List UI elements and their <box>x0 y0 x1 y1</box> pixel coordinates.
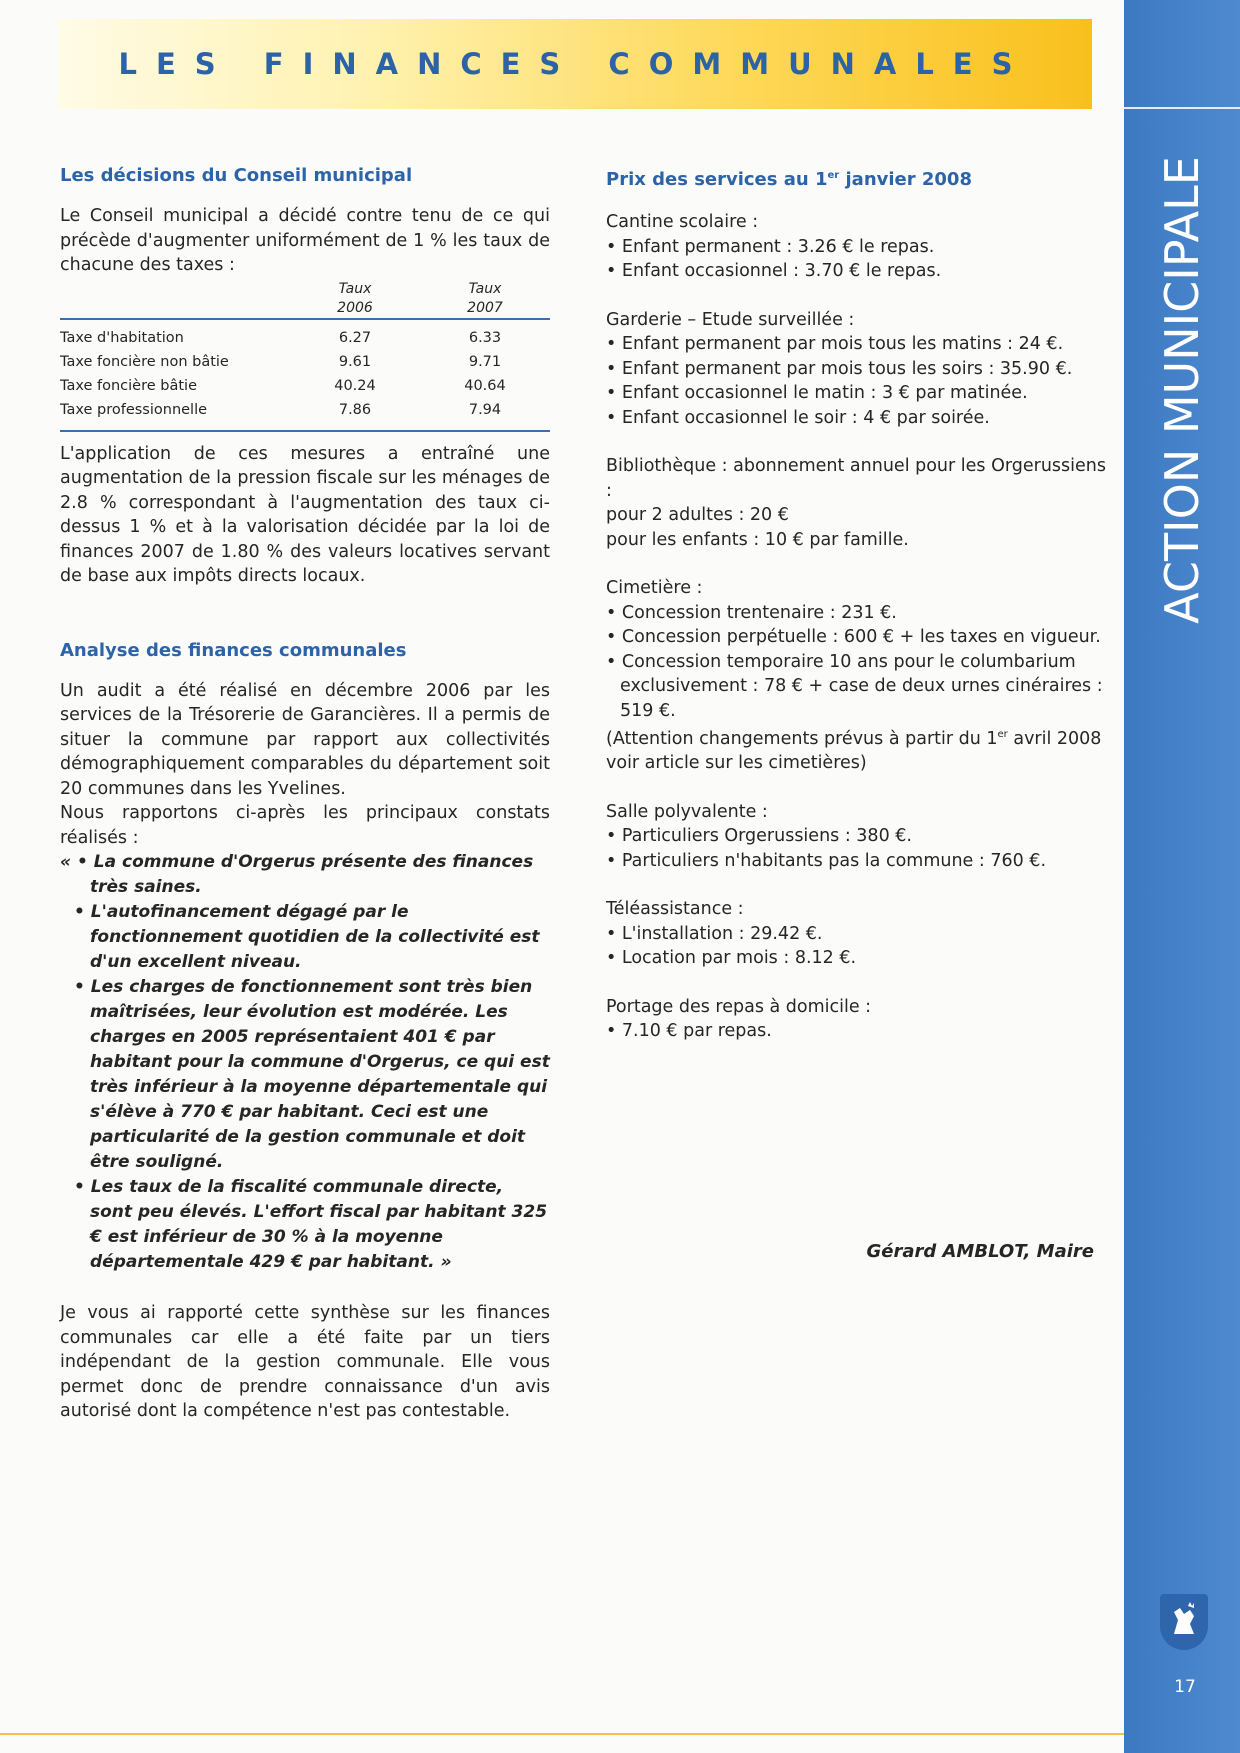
list-item: • Enfant permanent par mois tous les matins : 24 €. <box>606 332 1106 357</box>
salle-list <box>606 824 1106 873</box>
cimetiere-note: (Attention changements prévus à partir du 1er avril 2008 voir article sur les cimetières) <box>606 728 1102 774</box>
section-tab-title: ACTION MUNICIPALE <box>1155 156 1209 624</box>
section-heading-decisions: Les décisions du Conseil municipal <box>60 165 413 186</box>
teleassistance-heading: Téléassistance : <box>606 899 744 920</box>
column-header-2006: Taux 2006 <box>337 280 373 316</box>
list-item: • Particuliers n'habitants pas la commune : 760 €. <box>606 849 1106 874</box>
list-item: • Concession trentenaire : 231 €. <box>606 601 1106 626</box>
list-item: • Concession perpétuelle : 600 € + les taxes en vigueur. <box>606 625 1106 650</box>
list-item: • Particuliers Orgerussiens : 380 €. <box>606 824 1106 849</box>
table-row: Taxe foncière bâtie 40.24 40.64 <box>60 377 506 394</box>
table-row: Taxe foncière non bâtie 9.61 9.71 <box>60 353 502 370</box>
list-item: • 7.10 € par repas. <box>606 1019 1106 1044</box>
audit-paragraph: Un audit a été réalisé en décembre 2006 par les services de la Trésorerie de Garancières. Il a permis de situer la commune par rapport aux collectivités démographiquement comparables du département soit 20 communes dans les Yvelines. <box>60 680 550 799</box>
tax-rates-table <box>60 280 550 432</box>
sidebar-divider <box>1124 107 1240 109</box>
portage-heading: Portage des repas à domicile : <box>606 996 872 1017</box>
list-item: • L'autofinancement dégagé par le fonctionnement quotidien de la collectivité est d'un excellent niveau. <box>60 900 550 975</box>
footer-rule <box>0 1733 1124 1735</box>
bibliotheque-children: pour les enfants : 10 € par famille. <box>606 529 909 550</box>
table-row: Taxe d'habitation 6.27 6.33 <box>60 329 502 346</box>
closing-paragraph: Je vous ai rapporté cette synthèse sur les finances communales car elle a été faite par un tiers indépendant de la gestion communale. Elle vous permet donc de prendre connaissance d'un avis autorisé dont la compétence n'est pas contestable. <box>60 1303 550 1421</box>
list-item: • Concession temporaire 10 ans pour le columbarium exclusivement : 78 € + case de deux urnes cinéraires : 519 €. <box>606 650 1106 724</box>
page-title: LES FINANCES COMMUNALES <box>118 47 1032 81</box>
bibliotheque-adults: pour 2 adultes : 20 € <box>606 505 789 525</box>
right-column <box>606 164 1106 1044</box>
salle-heading: Salle polyvalente : <box>606 801 768 822</box>
list-item: • Enfant permanent par mois tous les soirs : 35.90 €. <box>606 357 1106 382</box>
page-number: 17 <box>1174 1677 1196 1697</box>
garderie-list <box>606 332 1106 430</box>
list-item: • Enfant permanent : 3.26 € le repas. <box>606 235 1106 260</box>
cimetiere-list <box>606 601 1106 724</box>
cimetiere-heading: Cimetière : <box>606 578 703 598</box>
section-heading-analyse: Analyse des finances communales <box>60 639 407 661</box>
column-header-2007: Taux 2007 <box>467 280 503 316</box>
cantine-list <box>606 235 1106 284</box>
findings-intro: Nous rapportons ci-après les principaux constats réalisés : <box>60 803 550 848</box>
audit-findings-list <box>60 850 550 1275</box>
decisions-consequence: L'application de ces mesures a entraîné une augmentation de la pression fiscale sur les ménages de 2.8 % correspondant à l'augmentation des taux ci-dessus 1 % et à la valorisation décidée par la loi de finances 2007 de 1.80 % des valeurs locatives servant de base aux impôts directs locaux. <box>60 443 550 586</box>
left-column <box>60 164 550 1424</box>
table-row: Taxe professionnelle 7.86 7.94 <box>60 401 502 418</box>
list-item: • Les charges de fonctionnement sont très bien maîtrisées, leur évolution est modérée. Les charges en 2005 représentaient 401 € par habitant pour la commune d'Orgerus, ce qui est très inférieur à la moyenne départementale qui s'élève à 770 € par habitant. Ceci est une particularité de la gestion communale et doit être souligné. <box>60 975 550 1175</box>
bibliotheque-heading: Bibliothèque : abonnement annuel pour les Orgerussiens : <box>606 456 1106 501</box>
cantine-heading: Cantine scolaire : <box>606 212 759 232</box>
list-item: • Les taux de la fiscalité communale directe, sont peu élevés. L'effort fiscal par habitant 325 € est inférieur de 30 % à la moyenne départementale 429 € par habitant. » <box>60 1175 550 1275</box>
decisions-intro: Le Conseil municipal a décidé contre tenu de ce qui précède d'augmenter uniformément de 1 % les taux de chacune des taxes : <box>60 206 550 275</box>
signature: Gérard AMBLOT, Maire <box>866 1241 1094 1262</box>
header-banner <box>58 19 1092 109</box>
rooster-shield-icon <box>1160 1594 1208 1650</box>
section-heading-prices: Prix des services au 1er janvier 2008 <box>606 169 972 190</box>
portage-list <box>606 1019 1106 1044</box>
list-item: • Enfant occasionnel : 3.70 € le repas. <box>606 259 1106 284</box>
teleassistance-list <box>606 922 1106 971</box>
table-header-row <box>60 280 550 319</box>
list-item: « • La commune d'Orgerus présente des finances très saines. <box>60 850 550 900</box>
list-item: • Enfant occasionnel le soir : 4 € par soirée. <box>606 406 1106 431</box>
list-item: • Enfant occasionnel le matin : 3 € par matinée. <box>606 381 1106 406</box>
list-item: • Location par mois : 8.12 €. <box>606 946 1106 971</box>
garderie-heading: Garderie – Etude surveillée : <box>606 309 855 330</box>
list-item: • L'installation : 29.42 €. <box>606 922 1106 947</box>
